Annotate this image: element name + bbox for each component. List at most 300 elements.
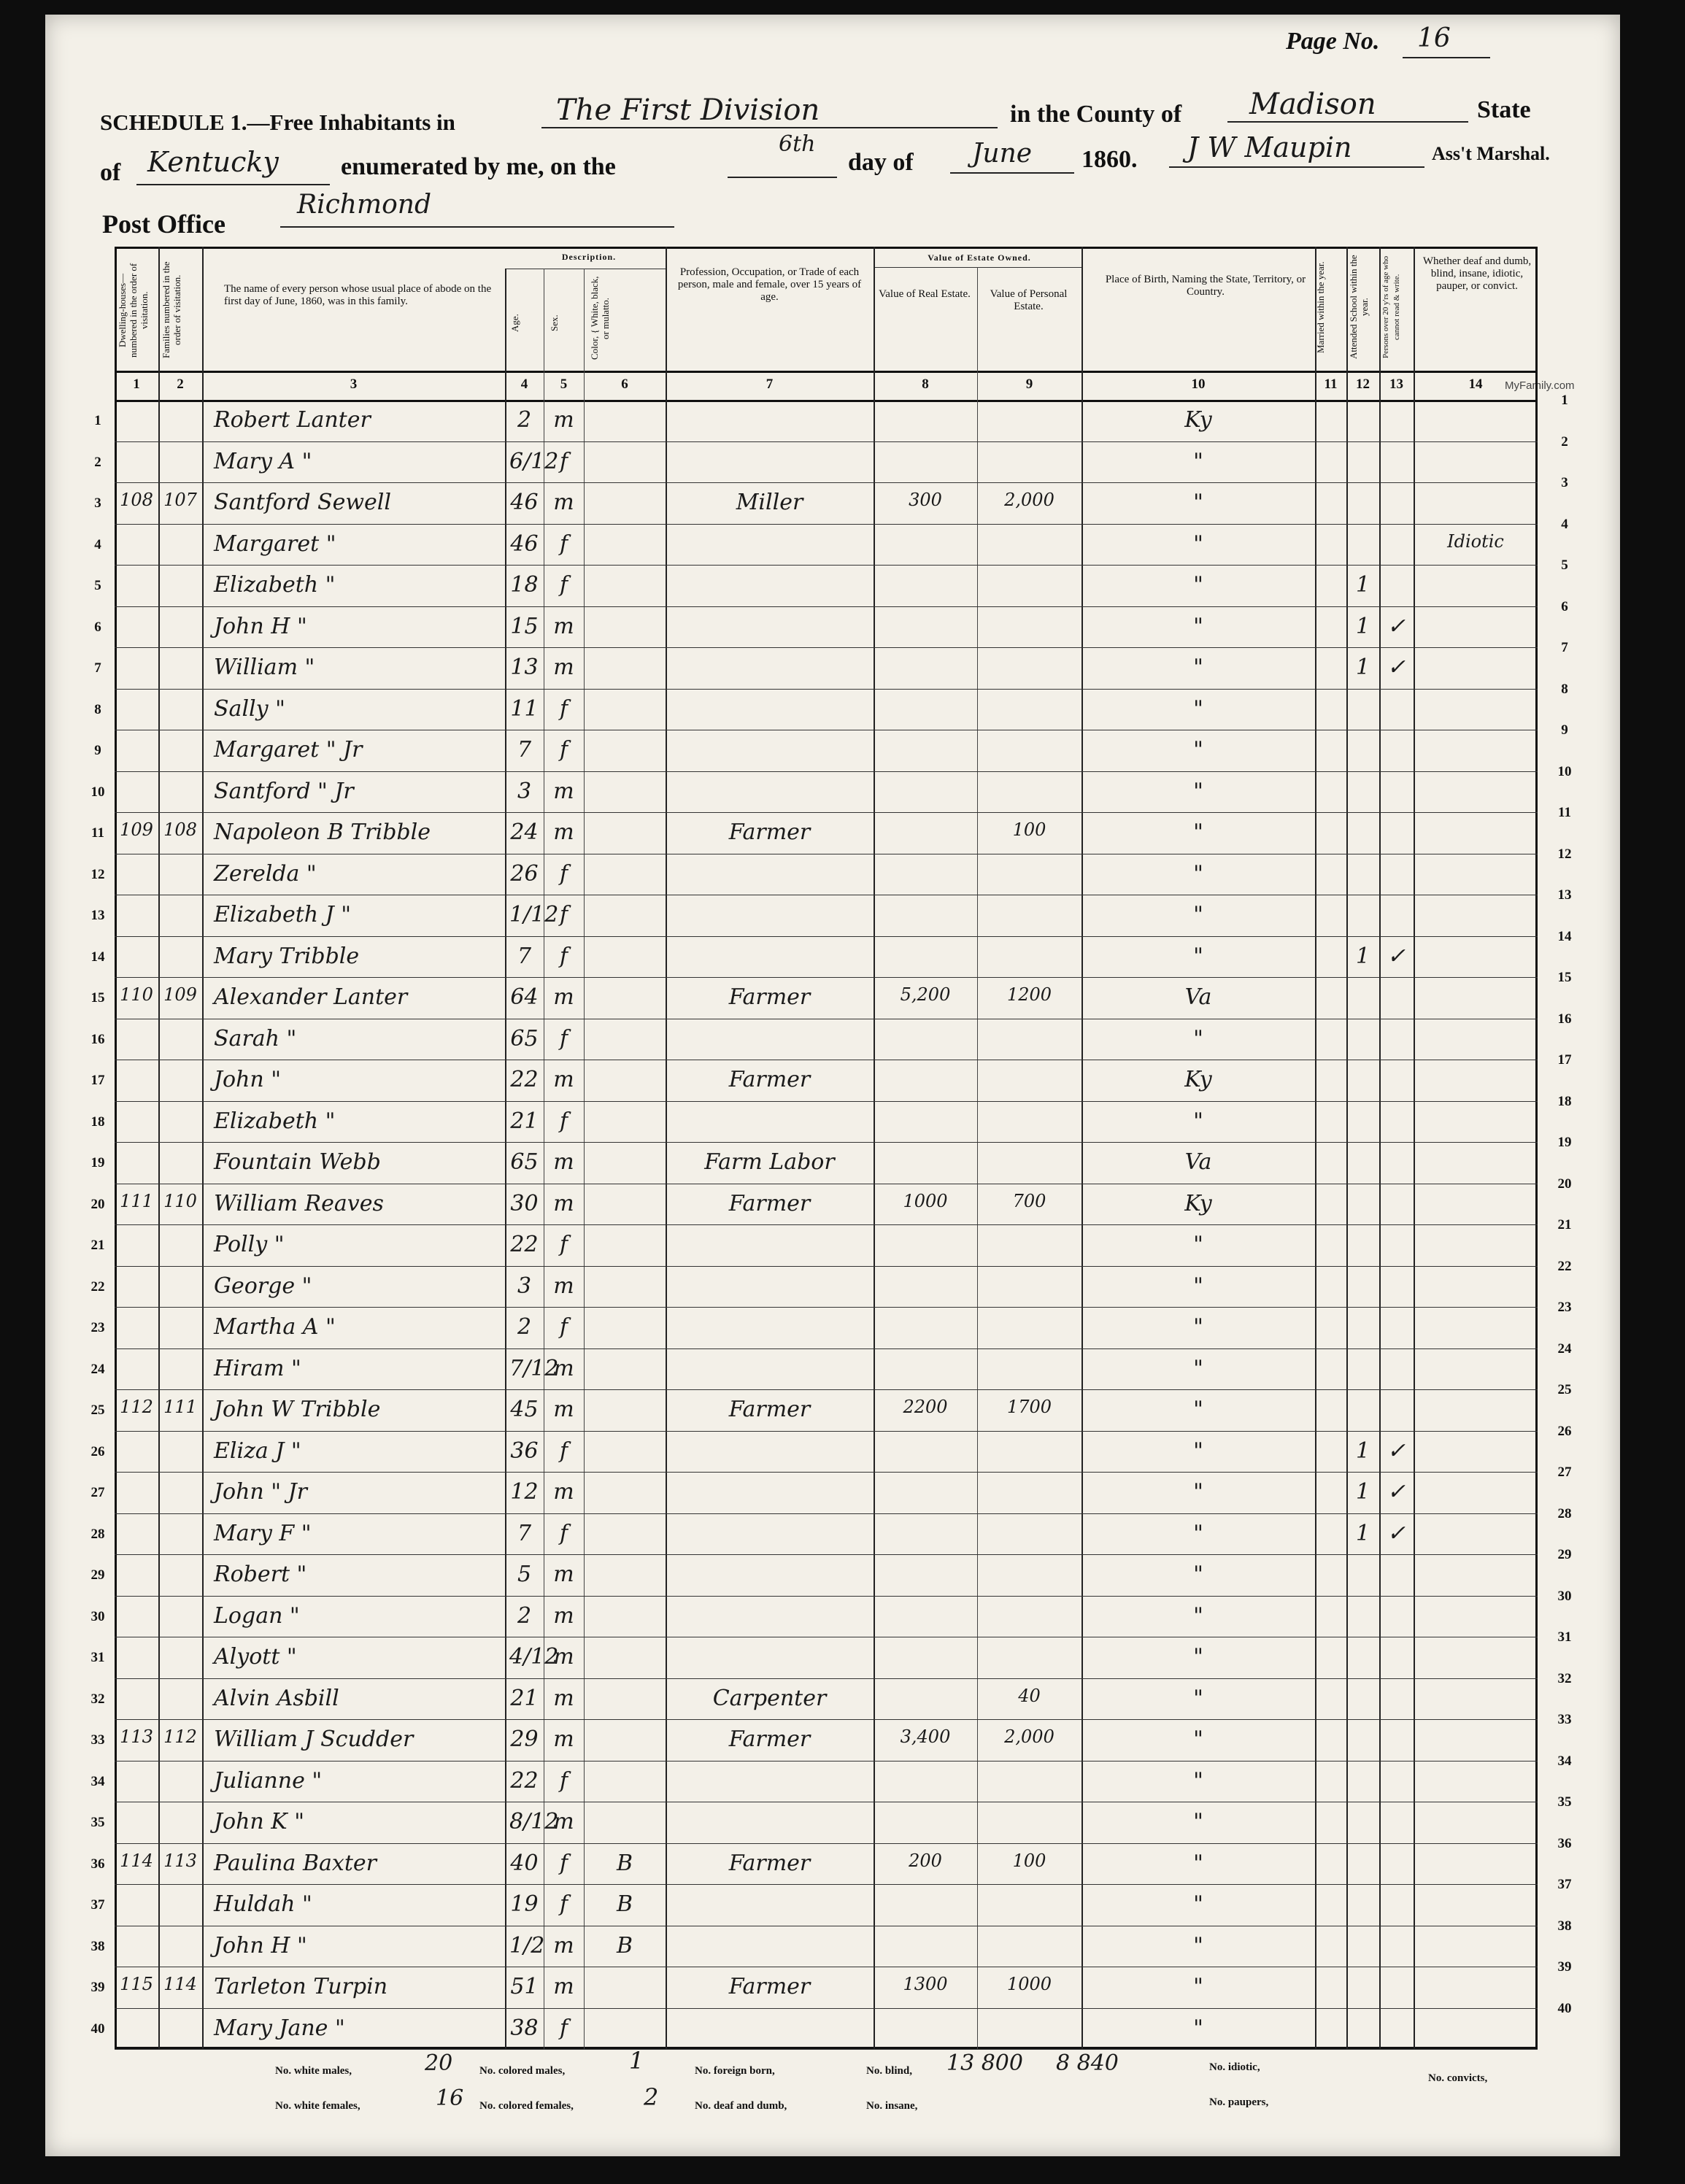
cell-age: 51 (510, 1974, 539, 1999)
cell-name: Napoleon B Tribble (214, 819, 431, 845)
cell-sex: m (553, 407, 574, 433)
cell-birth: " (1193, 1314, 1203, 1340)
col-head-sex: Sex. (549, 315, 560, 331)
cell-age: 15 (510, 613, 539, 639)
cell-sex: m (553, 1397, 574, 1422)
cell-birth: " (1193, 1932, 1203, 1959)
footer-foreign-born: No. foreign born, (695, 2065, 775, 2077)
row-number-right: 38 (1557, 1918, 1572, 1934)
row-number-left: 25 (90, 1402, 105, 1418)
cell-occ: Farmer (728, 1726, 811, 1752)
cell-name: John " (214, 1067, 282, 1092)
day-of-label: day of (848, 149, 914, 176)
cell-birth: " (1193, 695, 1203, 722)
cell-fam: 112 (163, 1726, 197, 1747)
row-number-right: 20 (1557, 1176, 1572, 1192)
cell-age: 3 (517, 1273, 532, 1299)
cell-sex: m (553, 819, 574, 845)
cell-birth: Va (1184, 1149, 1212, 1175)
column-number: 14 (1468, 377, 1483, 392)
cell-age: 5 (517, 1562, 532, 1587)
year: 1860. (1081, 146, 1138, 173)
column-number: 1 (133, 377, 140, 392)
cell-birth: " (1193, 1726, 1203, 1752)
row-number-right: 3 (1561, 475, 1568, 490)
cell-school: 1 (1355, 1479, 1370, 1505)
cell-name: Robert Lanter (214, 407, 371, 433)
day: 6th (779, 131, 816, 157)
marshal-label: Ass't Marshal. (1432, 143, 1550, 164)
cell-name: William Reaves (214, 1190, 384, 1216)
cell-name: William J Scudder (214, 1726, 414, 1752)
footer-idiotic: No. idiotic, (1209, 2061, 1260, 2073)
cell-birth: " (1193, 1767, 1203, 1794)
cell-sex: f (559, 1025, 568, 1052)
cell-age: 2 (517, 407, 532, 433)
cell-birth: " (1193, 902, 1203, 927)
row-number-right: 32 (1557, 1670, 1572, 1686)
row-number-left: 28 (90, 1526, 105, 1542)
cell-sex: f (559, 695, 568, 722)
cell-occ: Miller (736, 490, 803, 515)
footer-white-females: No. white females, (275, 2100, 360, 2112)
row-number-left: 10 (90, 784, 105, 800)
cell-pers: 700 (1012, 1190, 1046, 1211)
row-number-left: 3 (94, 495, 101, 511)
cell-birth: " (1193, 490, 1203, 515)
cell-fam: 114 (163, 1974, 197, 1994)
cell-sex: f (559, 448, 568, 474)
row-number-left: 15 (90, 990, 105, 1006)
row-number-left: 16 (90, 1031, 105, 1047)
cell-real: 3,400 (900, 1726, 951, 1747)
marshal-name: J W Maupin (1187, 131, 1352, 163)
cell-age: 7/12 (509, 1355, 559, 1381)
cell-dw: 114 (120, 1850, 153, 1871)
cell-birth: " (1193, 1602, 1203, 1629)
column-number: 10 (1191, 377, 1206, 392)
cell-birth: " (1193, 1273, 1203, 1299)
cell-sex: m (553, 1479, 574, 1505)
row-number-right: 29 (1557, 1547, 1572, 1562)
cell-age: 1/2 (509, 1932, 545, 1959)
cell-sex: m (553, 1726, 574, 1752)
cell-age: 36 (510, 1438, 539, 1464)
cell-pers: 40 (1018, 1685, 1041, 1706)
cell-name: Elizabeth " (214, 1108, 336, 1134)
cell-birth: " (1193, 737, 1203, 763)
census-page (45, 15, 1620, 2156)
cell-age: 18 (510, 572, 539, 598)
row-number-left: 32 (90, 1691, 105, 1707)
cell-pers: 100 (1012, 819, 1046, 840)
row-number-right: 28 (1557, 1505, 1572, 1521)
cell-age: 46 (510, 490, 539, 515)
cell-birth: " (1193, 1850, 1203, 1876)
col-head-family: Families numbered in the order of visitation. (161, 261, 182, 359)
row-number-left: 11 (91, 825, 104, 841)
row-number-right: 4 (1561, 516, 1568, 532)
cell-illit: ✓ (1387, 655, 1406, 680)
cell-age: 3 (517, 778, 532, 804)
cell-dw: 110 (120, 984, 153, 1005)
cell-fam: 107 (163, 490, 197, 510)
row-number-right: 37 (1557, 1877, 1572, 1892)
cell-name: William " (214, 655, 315, 680)
cell-birth: " (1193, 1232, 1203, 1257)
cell-age: 40 (510, 1850, 539, 1876)
cell-age: 11 (510, 695, 539, 722)
row-number-left: 9 (94, 743, 101, 758)
cell-age: 7 (517, 737, 532, 763)
cell-name: John H " (214, 613, 307, 639)
cell-name: John H " (214, 1932, 307, 1959)
row-number-left: 2 (94, 454, 101, 470)
cell-name: Sarah " (214, 1025, 297, 1052)
cell-name: Huldah " (214, 1891, 312, 1917)
cell-illit: ✓ (1387, 1438, 1406, 1464)
cell-pers: 100 (1012, 1850, 1046, 1871)
row-number-left: 37 (90, 1897, 105, 1913)
cell-sex: m (553, 1974, 574, 1999)
cell-age: 1/12 (509, 902, 559, 927)
cell-sex: m (553, 984, 574, 1010)
col-head-school: Attended School within the year. (1348, 255, 1370, 360)
row-number-right: 19 (1557, 1135, 1572, 1150)
cell-dw: 115 (120, 1974, 153, 1994)
row-number-right: 5 (1561, 557, 1568, 573)
row-number-right: 35 (1557, 1794, 1572, 1810)
cell-name: Logan " (214, 1602, 300, 1629)
row-number-left: 23 (90, 1320, 105, 1335)
cell-name: Elizabeth " (214, 572, 336, 598)
cell-sex: f (559, 1314, 568, 1340)
footer-insane: No. insane, (866, 2100, 918, 2112)
column-number: 9 (1025, 377, 1033, 392)
cell-sex: m (553, 1355, 574, 1381)
row-number-right: 10 (1557, 763, 1572, 779)
cell-age: 13 (510, 655, 539, 680)
column-number: 5 (560, 377, 568, 392)
county: Madison (1249, 88, 1376, 121)
cell-name: Elizabeth J " (214, 902, 352, 927)
cell-birth: " (1193, 819, 1203, 845)
cell-color: B (616, 1932, 633, 1959)
cell-dw: 112 (120, 1397, 153, 1417)
row-number-right: 13 (1557, 887, 1572, 903)
cell-age: 29 (510, 1726, 539, 1752)
cell-dw: 109 (120, 819, 153, 840)
cell-dw: 108 (120, 490, 153, 510)
state-label: State (1477, 96, 1531, 123)
cell-birth: " (1193, 1644, 1203, 1670)
row-number-right: 30 (1557, 1588, 1572, 1604)
cell-illit: ✓ (1387, 613, 1406, 639)
cell-occ: Farmer (728, 984, 811, 1010)
footer-convicts: No. convicts, (1428, 2072, 1488, 2084)
cell-age: 7 (517, 943, 532, 969)
cell-age: 65 (510, 1149, 539, 1175)
cell-school: 1 (1355, 572, 1370, 598)
col-head-personal-estate: Value of Personal Estate. (990, 288, 1068, 312)
col-head-condition: Whether deaf and dumb, blind, insane, idiotic, pauper, or convict. (1422, 255, 1532, 292)
cell-age: 38 (510, 2015, 539, 2041)
row-number-right: 18 (1557, 1093, 1572, 1109)
post-office-label: Post Office (102, 209, 225, 239)
cell-birth: Va (1184, 984, 1212, 1010)
row-number-left: 27 (90, 1485, 105, 1500)
cell-sex: m (553, 1644, 574, 1670)
cell-age: 4/12 (509, 1644, 559, 1670)
cell-dw: 113 (120, 1726, 153, 1747)
row-number-right: 21 (1557, 1217, 1572, 1232)
row-number-right: 31 (1557, 1629, 1572, 1645)
col-head-age: Age. (509, 314, 520, 332)
cell-age: 26 (510, 860, 539, 887)
cell-sex: f (559, 572, 568, 598)
footer-colored-males-value: 1 (629, 2047, 644, 2075)
row-number-right: 15 (1557, 970, 1572, 985)
county-prefix: in the County of (1010, 101, 1182, 128)
row-number-left: 35 (90, 1815, 105, 1830)
cell-birth: " (1193, 613, 1203, 639)
cell-sex: f (559, 1891, 568, 1917)
cell-sex: f (559, 860, 568, 887)
row-number-right: 16 (1557, 1011, 1572, 1027)
cell-sex: f (559, 943, 568, 969)
cell-birth: " (1193, 1397, 1203, 1422)
footer-paupers: No. paupers, (1209, 2096, 1269, 2108)
cell-sex: m (553, 655, 574, 680)
row-number-left: 38 (90, 1938, 105, 1954)
footer-colored-females-value: 2 (644, 2083, 659, 2111)
cell-birth: " (1193, 1520, 1203, 1546)
cell-pers: 1700 (1006, 1397, 1052, 1417)
cell-birth: " (1193, 655, 1203, 680)
cell-name: Mary Jane " (214, 2015, 345, 2041)
cell-name: Paulina Baxter (214, 1850, 377, 1876)
col-head-value-group: Value of Estate Owned. (928, 252, 1031, 263)
row-number-right: 17 (1557, 1052, 1572, 1068)
row-number-left: 6 (94, 619, 101, 635)
cell-sex: m (553, 613, 574, 639)
cell-fam: 109 (163, 984, 197, 1005)
cell-name: Eliza J " (214, 1438, 301, 1464)
col-head-description: Description. (561, 252, 617, 262)
cell-birth: " (1193, 1479, 1203, 1505)
cell-birth: " (1193, 778, 1203, 804)
cell-sex: f (559, 1438, 568, 1464)
row-number-right: 39 (1557, 1959, 1572, 1975)
cell-real: 1000 (903, 1190, 948, 1211)
cell-sex: f (559, 530, 568, 557)
cell-sex: m (553, 1602, 574, 1629)
footer-personal-total: 8 840 (1056, 2050, 1119, 2076)
row-number-left: 5 (94, 578, 101, 593)
cell-age: 12 (510, 1479, 539, 1505)
cell-cond: Idiotic (1447, 530, 1504, 552)
row-number-right: 1 (1561, 393, 1568, 408)
row-number-right: 7 (1561, 640, 1568, 655)
cell-sex: f (559, 1850, 568, 1876)
cell-name: Martha A " (214, 1314, 336, 1340)
cell-real: 200 (909, 1850, 942, 1871)
cell-birth: " (1193, 1685, 1203, 1711)
row-number-left: 19 (90, 1155, 105, 1170)
row-number-right: 8 (1561, 681, 1568, 697)
col-head-name: The name of every person whose usual place of abode on the first day of June, 1860, was in this family. (224, 283, 492, 307)
schedule-title: SCHEDULE 1.—Free Inhabitants in (100, 109, 455, 135)
row-number-left: 34 (90, 1773, 105, 1789)
column-number: 7 (766, 377, 774, 392)
col-head-dwelling: Dwelling-houses—numbered in the order of visitation. (117, 263, 150, 358)
cell-birth: " (1193, 2015, 1203, 2041)
of-label: of (100, 159, 121, 186)
cell-name: Fountain Webb (214, 1149, 381, 1175)
cell-name: Julianne " (214, 1767, 323, 1794)
row-number-right: 12 (1557, 846, 1572, 862)
cell-name: Alyott " (214, 1644, 297, 1670)
cell-birth: " (1193, 1562, 1203, 1587)
cell-dw: 111 (120, 1190, 153, 1211)
cell-sex: f (559, 1232, 568, 1257)
cell-school: 1 (1355, 613, 1370, 639)
row-number-right: 6 (1561, 598, 1568, 614)
cell-age: 8/12 (509, 1809, 559, 1834)
cell-birth: Ky (1184, 1190, 1212, 1216)
cell-age: 22 (510, 1767, 539, 1794)
cell-birth: " (1193, 530, 1203, 557)
cell-age: 21 (510, 1685, 539, 1711)
column-number: 8 (922, 377, 929, 392)
cell-age: 22 (510, 1232, 539, 1257)
col-head-married: Married within the year. (1315, 261, 1326, 353)
column-number: 13 (1389, 377, 1403, 392)
cell-name: Santford Sewell (214, 490, 391, 515)
cell-real: 2200 (903, 1397, 948, 1417)
cell-name: John K " (214, 1809, 305, 1834)
page-number-label: Page No. (1286, 28, 1380, 55)
row-number-right: 27 (1557, 1465, 1572, 1480)
cell-sex: m (553, 1685, 574, 1711)
cell-pers: 2,000 (1004, 490, 1054, 510)
cell-birth: " (1193, 860, 1203, 887)
cell-sex: f (559, 1108, 568, 1134)
cell-age: 2 (517, 1314, 532, 1340)
cell-name: Zerelda " (214, 860, 317, 887)
footer-colored-females: No. colored females, (479, 2100, 574, 2112)
cell-name: Hiram " (214, 1355, 301, 1381)
row-number-left: 30 (90, 1608, 105, 1624)
page-number: 16 (1417, 23, 1451, 53)
cell-name: Alexander Lanter (214, 984, 408, 1010)
cell-fam: 110 (163, 1190, 197, 1211)
cell-birth: " (1193, 1809, 1203, 1834)
column-number: 12 (1356, 377, 1370, 392)
cell-name: Alvin Asbill (214, 1685, 339, 1711)
cell-age: 65 (510, 1025, 539, 1052)
cell-name: Margaret " Jr (214, 737, 363, 763)
post-office: Richmond (297, 190, 432, 220)
cell-sex: f (559, 1767, 568, 1794)
cell-age: 46 (510, 530, 539, 557)
col-head-birthplace: Place of Birth, Naming the State, Territory, or Country. (1105, 274, 1306, 298)
cell-fam: 111 (163, 1397, 197, 1417)
cell-sex: f (559, 902, 568, 927)
cell-sex: f (559, 1520, 568, 1546)
row-number-left: 7 (94, 660, 101, 676)
cell-sex: m (553, 1809, 574, 1834)
cell-pers: 1200 (1006, 984, 1052, 1005)
cell-pers: 2,000 (1004, 1726, 1054, 1747)
cell-birth: " (1193, 1355, 1203, 1381)
cell-name: Sally " (214, 695, 285, 722)
footer-deaf-dumb: No. deaf and dumb, (695, 2100, 787, 2112)
row-number-right: 24 (1557, 1340, 1572, 1357)
row-number-left: 8 (94, 701, 101, 717)
cell-occ: Farm Labor (704, 1149, 835, 1175)
row-number-left: 26 (90, 1443, 105, 1459)
cell-name: Margaret " (214, 530, 336, 557)
month: June (972, 139, 1033, 169)
cell-age: 22 (510, 1067, 539, 1092)
col-head-color: Color, { White, black, or mulatto. (589, 276, 611, 360)
row-number-left: 39 (90, 1980, 105, 1995)
cell-age: 7 (517, 1520, 532, 1546)
row-number-right: 33 (1557, 1712, 1572, 1727)
column-number: 6 (621, 377, 628, 392)
cell-school: 1 (1355, 943, 1370, 969)
cell-sex: f (559, 2015, 568, 2041)
row-number-right: 40 (1557, 2000, 1572, 2016)
col-head-illiterate: Persons over 20 y'rs of age who cannot read & write. (1381, 255, 1401, 359)
cell-real: 300 (909, 490, 942, 510)
row-number-right: 14 (1557, 928, 1572, 944)
column-number: 2 (177, 377, 184, 392)
row-number-left: 17 (90, 1073, 105, 1088)
footer-white-females-value: 16 (436, 2085, 464, 2111)
cell-name: Robert " (214, 1562, 307, 1587)
cell-sex: m (553, 1273, 574, 1299)
cell-age: 30 (510, 1190, 539, 1216)
cell-birth: Ky (1184, 1067, 1212, 1092)
row-number-left: 22 (90, 1278, 105, 1294)
cell-name: John W Tribble (214, 1397, 381, 1422)
row-number-left: 13 (90, 908, 105, 923)
cell-occ: Farmer (728, 819, 811, 845)
row-number-right: 25 (1557, 1382, 1572, 1397)
cell-pers: 1000 (1006, 1974, 1052, 1994)
row-number-left: 40 (90, 2021, 105, 2037)
cell-occ: Farmer (728, 1397, 811, 1422)
cell-school: 1 (1355, 655, 1370, 680)
cell-age: 24 (510, 819, 539, 845)
cell-school: 1 (1355, 1520, 1370, 1546)
cell-name: Mary Tribble (214, 943, 360, 969)
cell-name: Santford " Jr (214, 778, 354, 804)
cell-sex: m (553, 1932, 574, 1959)
cell-occ: Farmer (728, 1850, 811, 1876)
footer-white-males-value: 20 (425, 2050, 453, 2076)
cell-name: George " (214, 1273, 312, 1299)
col-head-occupation: Profession, Occupation, or Trade of each person, male and female, over 15 years of age. (677, 266, 862, 303)
cell-sex: m (553, 1562, 574, 1587)
cell-birth: " (1193, 1108, 1203, 1134)
footer-colored-males: No. colored males, (479, 2065, 566, 2077)
cell-occ: Farmer (728, 1190, 811, 1216)
cell-illit: ✓ (1387, 1520, 1406, 1546)
cell-sex: m (553, 1149, 574, 1175)
